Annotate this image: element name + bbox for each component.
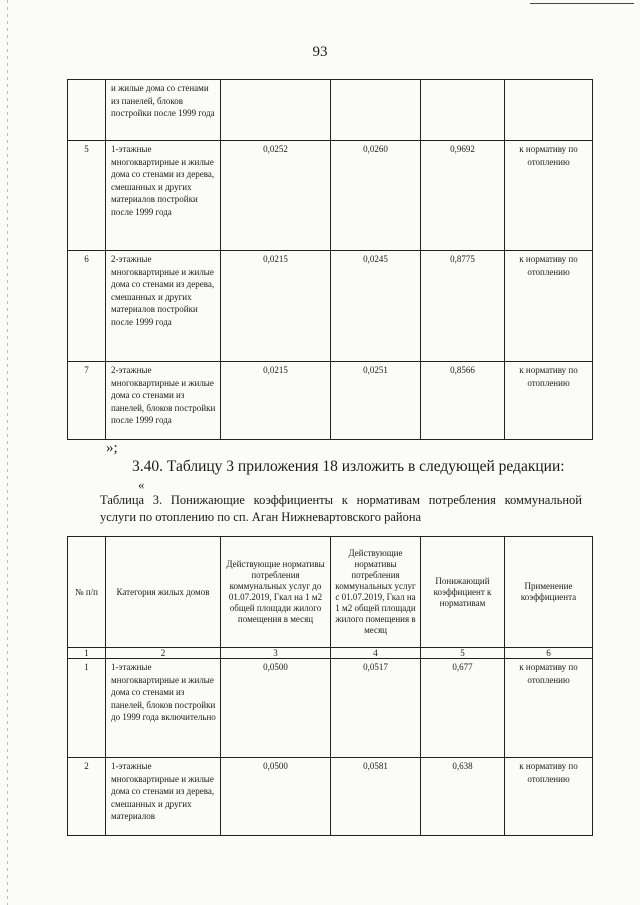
- row-category: 2-этажные многоквартирные и жилые дома со стенами из панелей, блоков постройки после 1999 года: [106, 362, 221, 440]
- row-application: [505, 80, 593, 141]
- row-norm-after: 0,0245: [331, 251, 421, 362]
- row-category: 1-этажные многоквартирные и жилые дома со стенами из дерева, смешанных и других материалов постройки после 1999 года: [106, 141, 221, 251]
- table-3: [67, 536, 593, 836]
- header-norm-before: Действующие нормативы потребления коммунальных услуг до 01.07.2019, Гкал на 1 м2 общей площади жилого помещения в месяц: [221, 537, 331, 648]
- header-rule: [530, 3, 634, 4]
- column-index: 2: [106, 648, 221, 659]
- row-application: к нормативу по отоплению: [505, 659, 593, 758]
- closing-quote: »;: [106, 440, 118, 456]
- column-index: 6: [505, 648, 593, 659]
- opening-quote: «: [138, 477, 145, 492]
- row-category: 1-этажные многоквартирные и жилые дома со стенами из панелей, блоков постройки до 1999 года включительно: [106, 659, 221, 758]
- table-row: [68, 251, 593, 362]
- row-number: 1: [68, 659, 106, 758]
- amendment-instruction: 3.40. Таблицу 3 приложения 18 изложить в следующей редакции:: [132, 458, 565, 475]
- row-application: к нормативу по отоплению: [505, 251, 593, 362]
- row-number: 2: [68, 758, 106, 836]
- column-index-row: [68, 648, 593, 659]
- row-norm-after: 0,0581: [331, 758, 421, 836]
- table-caption: Таблица 3. Понижающие коэффициенты к нормативам потребления коммунальной услуги по отоплению по сп. Аган Нижневартовского района: [100, 493, 582, 524]
- row-norm-before: [221, 80, 331, 141]
- header-norm-after: Действующие нормативы потребления коммунальных услуг с 01.07.2019, Гкал на 1 м2 общей площади жилого помещения в месяц: [331, 537, 421, 648]
- row-number: [68, 80, 106, 141]
- row-norm-after: 0,0260: [331, 141, 421, 251]
- row-number: 6: [68, 251, 106, 362]
- row-number: 7: [68, 362, 106, 440]
- table-row: [68, 141, 593, 251]
- continued-table: [67, 79, 593, 440]
- header-application: Применение коэффициента: [505, 537, 593, 648]
- row-application: к нормативу по отоплению: [505, 141, 593, 251]
- row-norm-after: [331, 80, 421, 141]
- row-application: к нормативу по отоплению: [505, 758, 593, 836]
- row-application: к нормативу по отоплению: [505, 362, 593, 440]
- row-coefficient: 0,8775: [421, 251, 505, 362]
- page-number: 93: [312, 44, 328, 60]
- table-row: [68, 362, 593, 440]
- table-row: [68, 758, 593, 836]
- header-number: № п/п: [68, 537, 106, 648]
- table-row: [68, 659, 593, 758]
- row-category: 1-этажные многоквартирные и жилые дома со стенами из дерева, смешанных и других материалов: [106, 758, 221, 836]
- row-norm-before: 0,0500: [221, 659, 331, 758]
- row-norm-before: 0,0252: [221, 141, 331, 251]
- table-row: [68, 80, 593, 141]
- row-category: и жилые дома со стенами из панелей, блоков постройки после 1999 года: [106, 80, 221, 141]
- row-norm-after: 0,0251: [331, 362, 421, 440]
- row-norm-after: 0,0517: [331, 659, 421, 758]
- row-coefficient: 0,677: [421, 659, 505, 758]
- row-coefficient: [421, 80, 505, 141]
- column-index: 3: [221, 648, 331, 659]
- row-norm-before: 0,0215: [221, 251, 331, 362]
- row-coefficient: 0,8566: [421, 362, 505, 440]
- row-coefficient: 0,9692: [421, 141, 505, 251]
- row-number: 5: [68, 141, 106, 251]
- column-index: 4: [331, 648, 421, 659]
- header-category: Категория жилых домов: [106, 537, 221, 648]
- row-coefficient: 0,638: [421, 758, 505, 836]
- row-norm-before: 0,0215: [221, 362, 331, 440]
- table-header-row: [68, 537, 593, 648]
- row-norm-before: 0,0500: [221, 758, 331, 836]
- scan-edge: [7, 0, 8, 905]
- header-coefficient: Понижающий коэффициент к нормативам: [421, 537, 505, 648]
- column-index: 1: [68, 648, 106, 659]
- column-index: 5: [421, 648, 505, 659]
- row-category: 2-этажные многоквартирные и жилые дома со стенами из дерева, смешанных и других материалов постройки после 1999 года: [106, 251, 221, 362]
